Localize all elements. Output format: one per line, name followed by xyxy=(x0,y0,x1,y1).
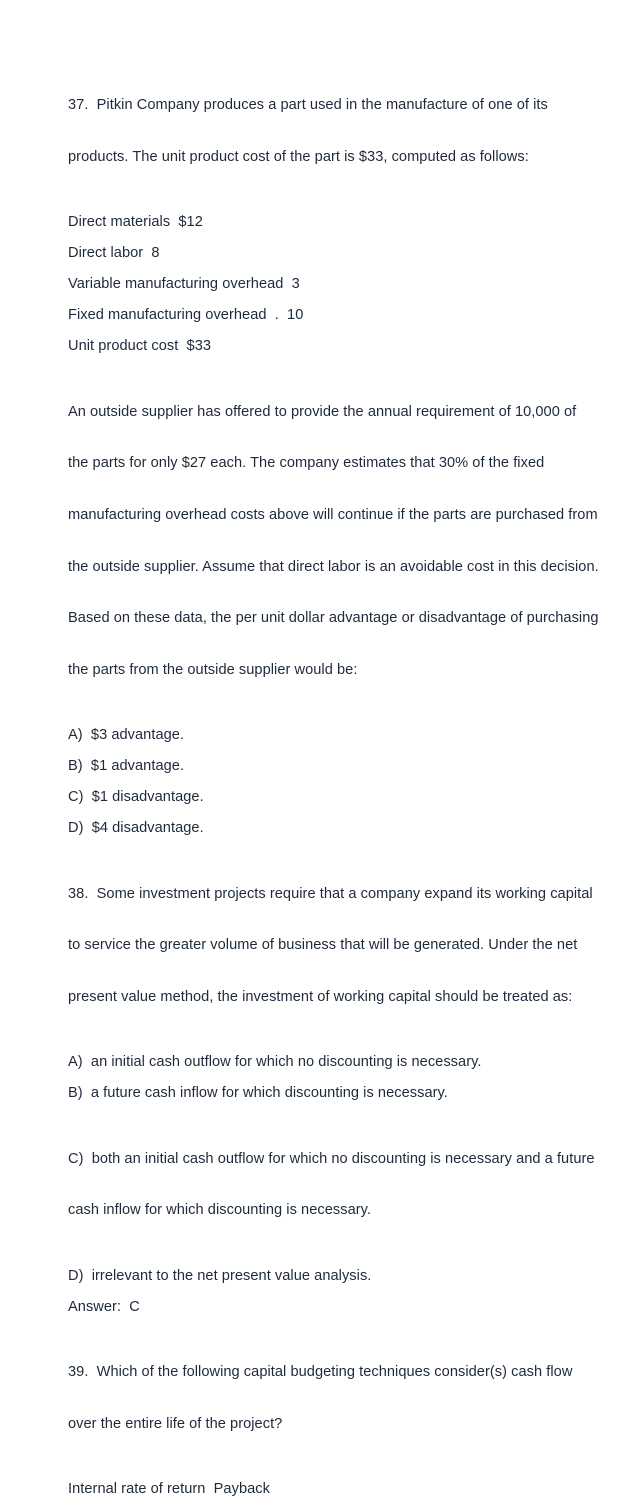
text-line: 39. Which of the following capital budgeting techniques consider(s) cash flow xyxy=(68,1364,573,1381)
text-line: C) both an initial cash outflow for which no discounting is necessary and a future xyxy=(68,1150,595,1167)
question-37-scenario xyxy=(68,369,608,713)
cost-item-direct-materials: Direct materials $12 xyxy=(68,214,203,231)
text-line: Based on these data, the per unit dollar advantage or disadvantage of purchasing xyxy=(68,610,599,627)
text-line: 38. Some investment projects require that a company expand its working capital xyxy=(68,885,593,902)
text-line: manufacturing overhead costs above will continue if the parts are purchased from xyxy=(68,507,598,524)
text-line: products. The unit product cost of the part is $33, computed as follows: xyxy=(68,149,529,166)
question-39-stem xyxy=(68,1330,608,1468)
text-line: the parts from the outside supplier would be: xyxy=(68,661,358,678)
question-38-option-b: B) a future cash inflow for which discounting is necessary. xyxy=(68,1085,448,1102)
question-39-table-header: Internal rate of return Payback xyxy=(68,1481,270,1498)
question-37-option-c: C) $1 disadvantage. xyxy=(68,789,204,806)
text-line: An outside supplier has offered to provide the annual requirement of 10,000 of xyxy=(68,403,577,420)
question-38-stem xyxy=(68,851,608,1040)
question-37-option-d: D) $4 disadvantage. xyxy=(68,820,204,837)
text-line: the parts for only $27 each. The company estimates that 30% of the fixed xyxy=(68,455,545,472)
question-37-option-a: A) $3 advantage. xyxy=(68,727,185,744)
question-38-option-d: D) irrelevant to the net present value analysis. xyxy=(68,1267,372,1284)
text-line: cash inflow for which discounting is necessary. xyxy=(68,1202,372,1219)
text-line: the outside supplier. Assume that direct labor is an avoidable cost in this decision. xyxy=(68,558,599,575)
text-line: present value method, the investment of working capital should be treated as: xyxy=(68,988,573,1005)
cost-item-fixed-overhead: Fixed manufacturing overhead . 10 xyxy=(68,307,304,324)
question-37-option-b: B) $1 advantage. xyxy=(68,758,185,775)
text-line: 37. Pitkin Company produces a part used in the manufacture of one of its xyxy=(68,97,548,114)
question-37-stem xyxy=(68,63,608,201)
question-38-option-c xyxy=(68,1116,608,1254)
cost-item-direct-labor: Direct labor 8 xyxy=(68,245,160,262)
cost-item-variable-overhead: Variable manufacturing overhead 3 xyxy=(68,276,300,293)
question-38-option-a: A) an initial cash outflow for which no discounting is necessary. xyxy=(68,1054,482,1071)
cost-item-unit-product-cost: Unit product cost $33 xyxy=(68,338,212,355)
text-line: to service the greater volume of business that will be generated. Under the net xyxy=(68,937,578,954)
document-body xyxy=(68,63,608,1512)
question-38-answer: Answer: C xyxy=(68,1298,140,1315)
text-line: over the entire life of the project? xyxy=(68,1415,283,1432)
